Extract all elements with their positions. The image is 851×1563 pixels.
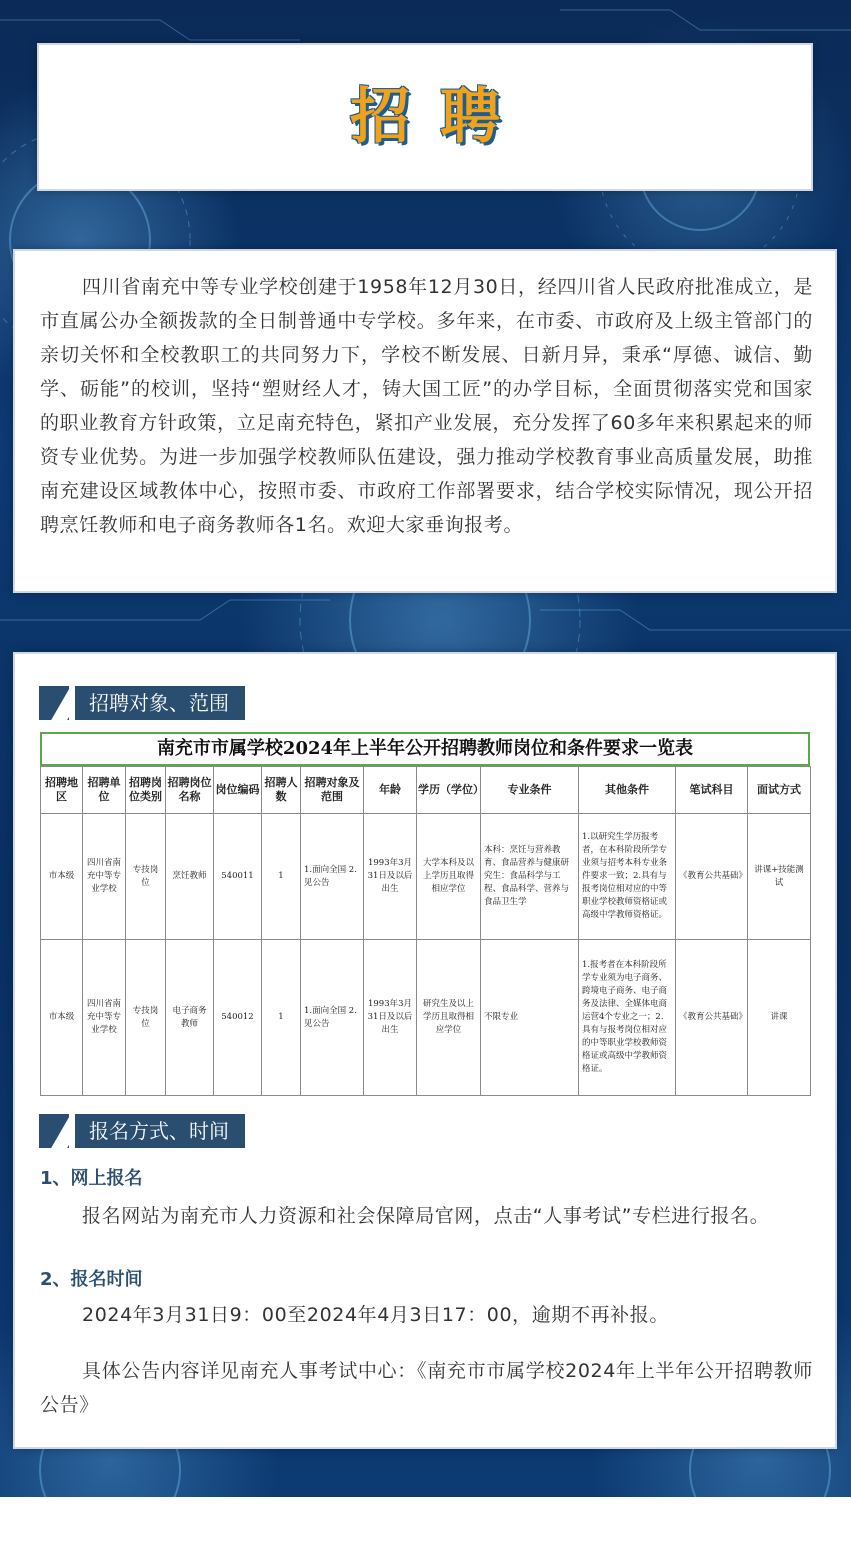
intro-card	[15, 251, 835, 591]
signup-online-block	[40, 1165, 813, 1233]
cell-other: 1.报考者在本科阶段所学专业须为电子商务、跨境电子商务、电子商务及法律、全媒体电商运营4个专业之一；2.具有与报考岗位相对应的中等职业学校教师资格证或高级中学教师资格证。	[579, 940, 676, 1096]
signup-time-block	[40, 1266, 813, 1332]
cell-education: 大学本科及以上学历且取得相应学位	[417, 814, 481, 940]
requirements-table	[40, 766, 811, 1096]
cell-category: 专技岗位	[126, 814, 166, 940]
requirements-table-wrapper	[40, 732, 810, 1096]
cell-scope: 1.面向全国 2.见公告	[301, 940, 364, 1096]
page-title: 招聘	[350, 82, 530, 152]
cell-count: 1	[262, 940, 301, 1096]
col-header: 招聘地区	[41, 767, 83, 814]
section-header-signup	[39, 1114, 269, 1148]
notice-text: 具体公告内容详见南充人事考试中心：《南充市市属学校2024年上半年公开招聘教师公告》	[40, 1360, 813, 1416]
cell-unit: 四川省南充中等专业学校	[83, 814, 126, 940]
cell-major: 本科：烹饪与营养教育、食品营养与健康研究生：食品科学与工程、食品科学、营养与食品卫生学	[481, 814, 579, 940]
signup-time-heading: 2、报名时间	[40, 1269, 143, 1290]
cell-count: 1	[262, 814, 301, 940]
cell-exam: 《教育公共基础》	[676, 814, 748, 940]
cell-interview: 讲课+技能测试	[748, 814, 811, 940]
col-header: 招聘对象及范围	[301, 767, 364, 814]
cell-major: 不限专业	[481, 940, 579, 1096]
cell-category: 专技岗位	[126, 940, 166, 1096]
section-label: 报名方式、时间	[75, 1114, 245, 1148]
table-row	[41, 814, 811, 940]
col-header: 其他条件	[579, 767, 676, 814]
cell-scope: 1.面向全国 2.见公告	[301, 814, 364, 940]
cell-age: 1993年3月31日及以后出生	[364, 814, 417, 940]
col-header: 笔试科目	[676, 767, 748, 814]
cell-age: 1993年3月31日及以后出生	[364, 940, 417, 1096]
col-header: 招聘岗位名称	[166, 767, 214, 814]
col-header: 招聘岗位类别	[126, 767, 166, 814]
section-header-recruitment-scope	[39, 686, 269, 720]
cell-region: 市本级	[41, 940, 83, 1096]
cell-position: 烹饪教师	[166, 814, 214, 940]
cell-education: 研究生及以上学历且取得相应学位	[417, 940, 481, 1096]
cell-code: 540011	[214, 814, 262, 940]
cell-region: 市本级	[41, 814, 83, 940]
notice-block	[40, 1354, 813, 1422]
col-header: 招聘单位	[83, 767, 126, 814]
col-header: 招聘人数	[262, 767, 301, 814]
signup-online-text: 报名网站为南充市人力资源和社会保障局官网，点击“人事考试”专栏进行报名。	[82, 1205, 770, 1227]
signup-online-heading: 1、网上报名	[40, 1168, 143, 1189]
col-header: 年龄	[364, 767, 417, 814]
section-label: 招聘对象、范围	[75, 686, 245, 720]
cell-position: 电子商务教师	[166, 940, 214, 1096]
cell-exam: 《教育公共基础》	[676, 940, 748, 1096]
col-header: 学历（学位）	[417, 767, 481, 814]
intro-paragraph: 四川省南充中等专业学校创建于1958年12月30日，经四川省人民政府批准成立，是市直属公办全额拨款的全日制普通中专学校。多年来，在市委、市政府及上级主管部门的亲切关怀和全校教职工的共同努力下，学校不断发展、日新月异，秉承“厚德、诚信、勤学、砺能”的校训，坚持“塑财经人才，铸大国工匠”的办学目标，全面贯彻落实党和国家的职业教育方针政策，立足南充特色，紧扣产业发展，充分发挥了60多年来积累起来的师资专业优势。为进一步加强学校教师队伍建设，强力推动学校教育事业高质量发展，助推南充建设区域教体中心，按照市委、市政府工作部署要求，结合学校实际情况，现公开招聘烹饪教师和电子商务教师各1名。欢迎大家垂询报考。	[40, 276, 813, 536]
title-card	[39, 45, 811, 189]
col-header: 面试方式	[748, 767, 811, 814]
cell-code: 540012	[214, 940, 262, 1096]
signup-time-text: 2024年3月31日9：00至2024年4月3日17：00，逾期不再补报。	[82, 1304, 669, 1326]
cell-interview: 讲课	[748, 940, 811, 1096]
table-title: 南充市市属学校2024年上半年公开招聘教师岗位和条件要求一览表	[40, 732, 810, 766]
main-card	[15, 654, 835, 1447]
cell-unit: 四川省南充中等专业学校	[83, 940, 126, 1096]
table-header-row	[41, 767, 811, 814]
col-header: 专业条件	[481, 767, 579, 814]
cell-other: 1.以研究生学历报考者，在本科阶段所学专业须与招考本科专业条件要求一致；2.具有与报考岗位相对应的中等职业学校教师资格证或高级中学教师资格证。	[579, 814, 676, 940]
table-row	[41, 940, 811, 1096]
col-header: 岗位编码	[214, 767, 262, 814]
